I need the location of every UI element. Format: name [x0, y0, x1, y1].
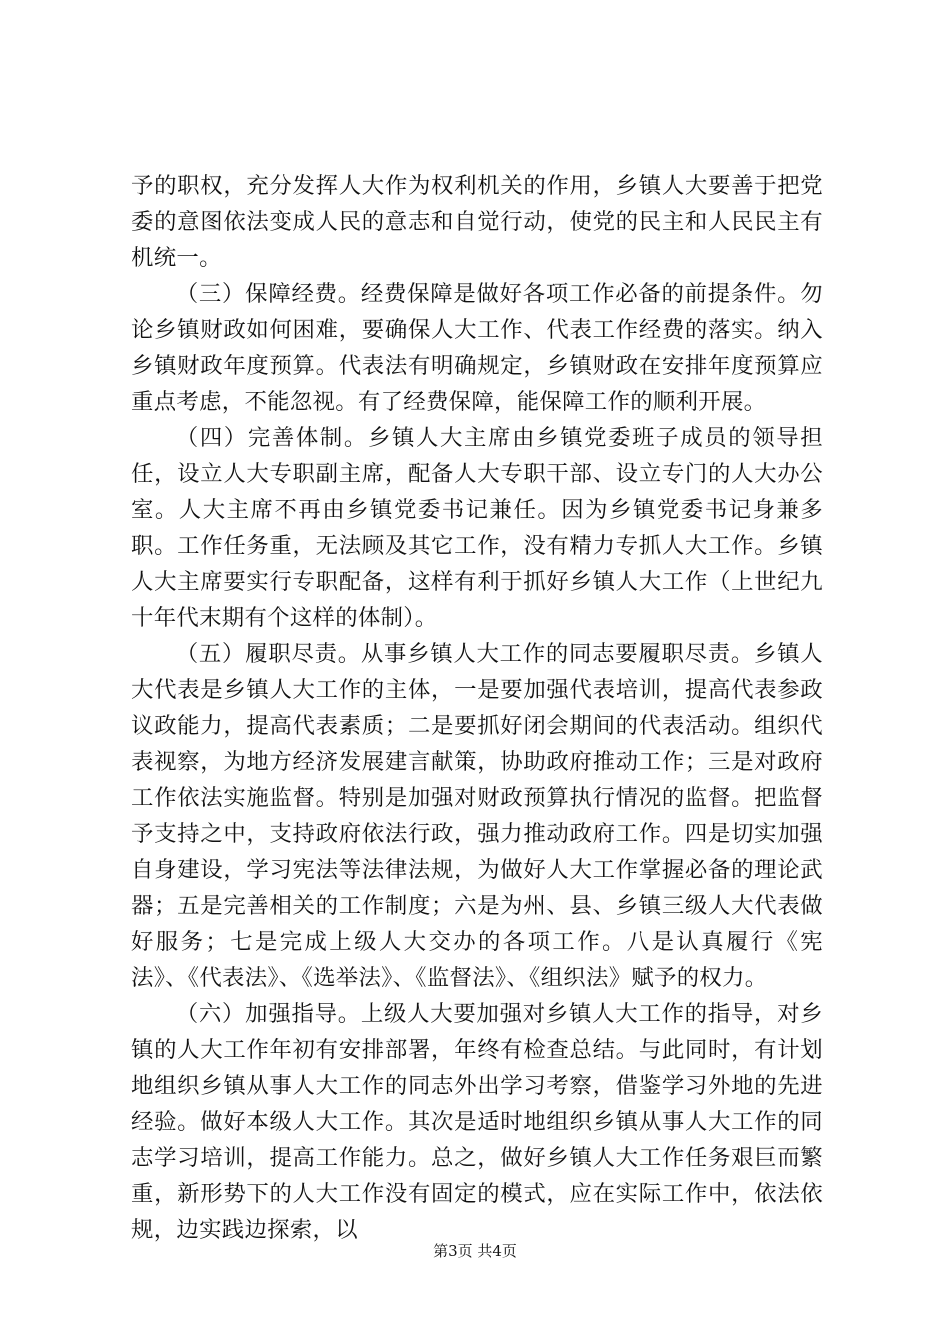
- paragraph-section-5: （五）履职尽责。从事乡镇人大工作的同志要履职尽责。乡镇人大代表是乡镇人大工作的主体，一是要加强代表培训，提高代表参政议政能力，提高代表素质；二是要抓好闭会期间的代表活动。组织代表视察，为地方经济发展建言献策，协助政府推动工作；三是对政府工作依法实施监督。特别是加强对财政预算执行情况的监督。把监督予支持之中，支持政府依法行政，强力推动政府工作。四是切实加强自身建设，学习宪法等法律法规，为做好人大工作掌握必备的理论武器；五是完善相关的工作制度；六是为州、县、乡镇三级人大代表做好服务；七是完成上级人大交办的各项工作。八是认真履行《宪法》、《代表法》、《选举法》、《监督法》、《组织法》赋予的权力。: [131, 641, 823, 991]
- document-body: [131, 168, 823, 1248]
- page-number-footer: 第3页 共4页: [433, 1242, 517, 1260]
- paragraph-section-4: （四）完善体制。乡镇人大主席由乡镇党委班子成员的领导担任，设立人大专职副主席，配备人大专职干部、设立专门的人大办公室。人大主席不再由乡镇党委书记兼任。因为乡镇党委书记身兼多职。工作任务重，无法顾及其它工作，没有精力专抓人大工作。乡镇人大主席要实行专职配备，这样有利于抓好乡镇人大工作（上世纪九十年代末期有个这样的体制）。: [131, 425, 823, 631]
- paragraph-section-6: （六）加强指导。上级人大要加强对乡镇人大工作的指导，对乡镇的人大工作年初有安排部署，年终有检查总结。与此同时，有计划地组织乡镇从事人大工作的同志外出学习考察，借鉴学习外地的先进经验。做好本级人大工作。其次是适时地组织乡镇从事人大工作的同志学习培训，提高工作能力。总之，做好乡镇人大工作任务艰巨而繁重，新形势下的人大工作没有固定的模式，应在实际工作中，依法依规，边实践边探索，以: [131, 1001, 823, 1243]
- paragraph-continuation: 予的职权，充分发挥人大作为权利机关的作用，乡镇人大要善于把党委的意图依法变成人民的意志和自觉行动，使党的民主和人民民主有机统一。: [131, 173, 823, 271]
- paragraph-section-3: （三）保障经费。经费保障是做好各项工作必备的前提条件。勿论乡镇财政如何困难，要确保人大工作、代表工作经费的落实。纳入乡镇财政年度预算。代表法有明确规定，乡镇财政在安排年度预算应重点考虑，不能忽视。有了经费保障，能保障工作的顺利开展。: [131, 281, 823, 415]
